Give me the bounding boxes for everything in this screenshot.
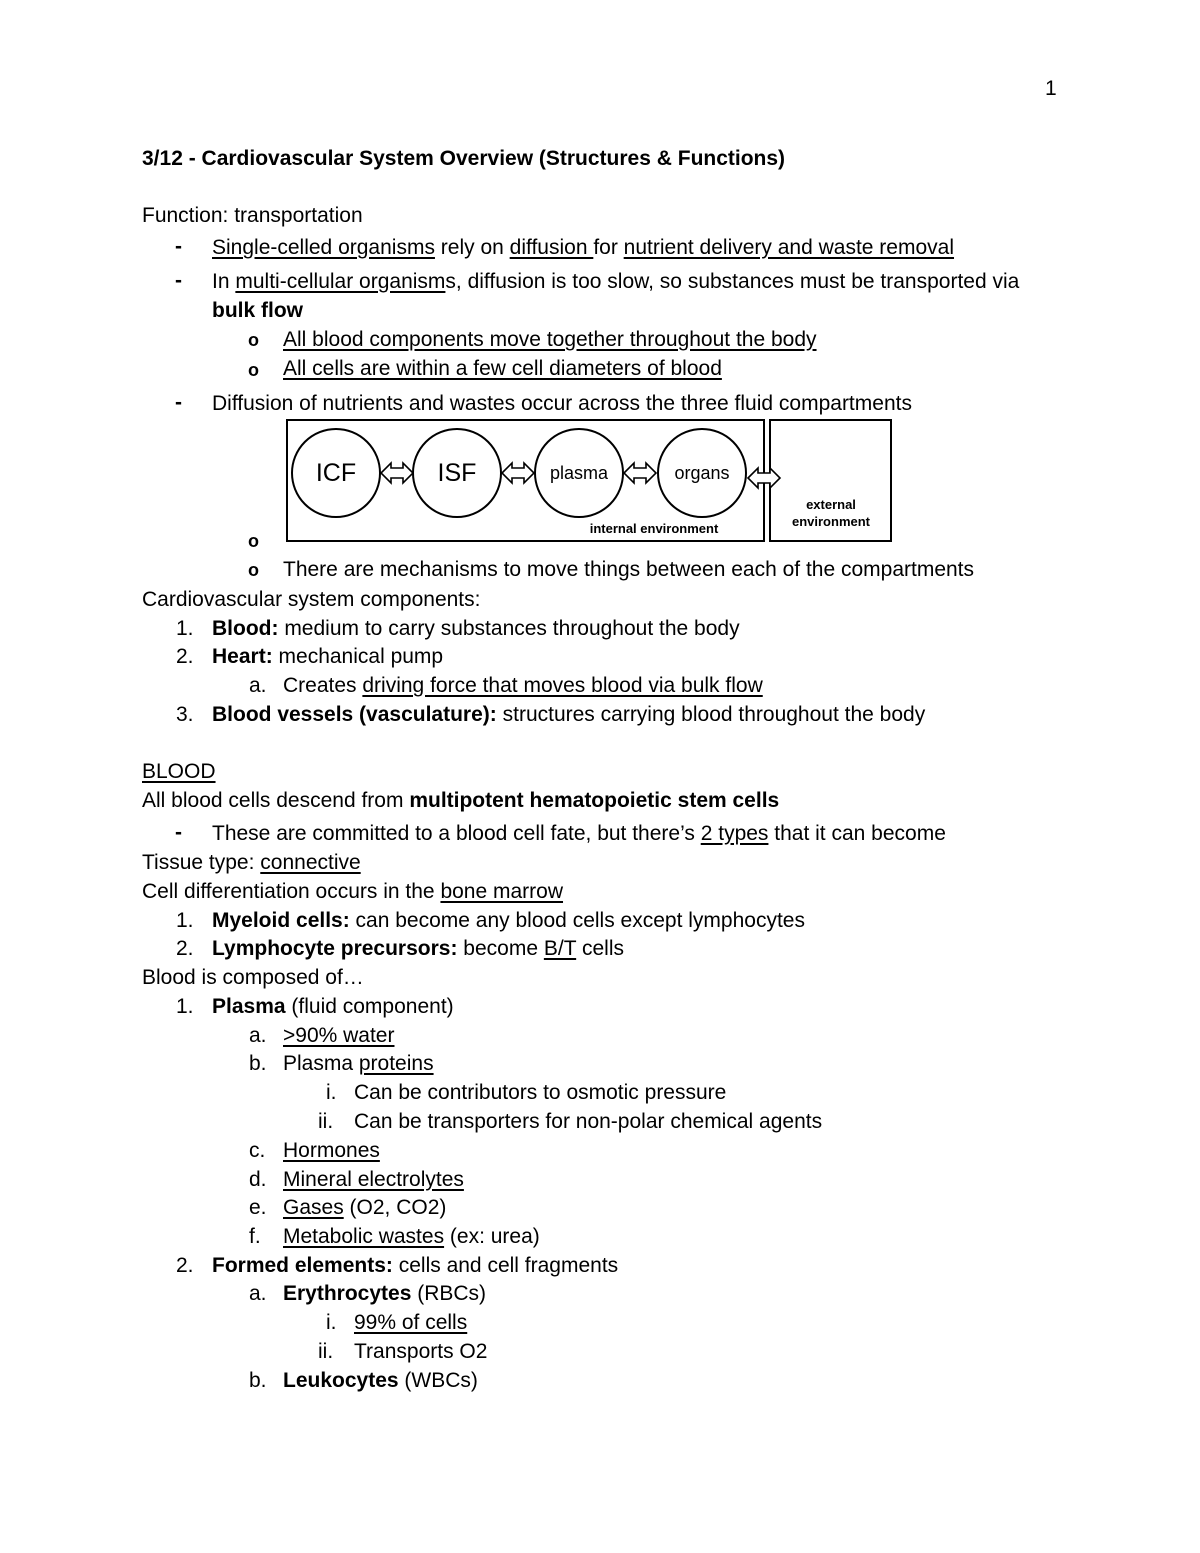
diffusion-line: Diffusion of nutrients and wastes occur across the three fluid compartments <box>212 392 912 415</box>
committed-line: These are committed to a blood cell fate, but there’s 2 types that it can become <box>212 822 946 845</box>
blood-heading: BLOOD <box>142 760 216 783</box>
component-blood: Blood: medium to carry substances throughout the body <box>212 617 740 640</box>
icf-label: ICF <box>315 459 357 487</box>
composed-line: Blood is composed of… <box>142 966 364 989</box>
plasma-line: Plasma (fluid component) <box>212 995 454 1018</box>
leukocytes-line: Leukocytes (WBCs) <box>283 1369 478 1392</box>
wastes-line: Metabolic wastes (ex: urea) <box>283 1225 540 1248</box>
plasma-proteins-line: Plasma proteins <box>283 1052 434 1075</box>
list-number: 1. <box>176 909 194 932</box>
list-letter: b. <box>249 1369 267 1392</box>
circle-bullet: o <box>248 360 259 380</box>
list-number: 2. <box>176 1254 194 1277</box>
erythrocytes-line: Erythrocytes (RBCs) <box>283 1282 487 1305</box>
list-letter: f. <box>249 1225 261 1248</box>
component-vessels: Blood vessels (vasculature): structures carrying blood throughout the body <box>212 703 926 726</box>
dash-bullet: - <box>175 269 182 292</box>
dash-bullet: - <box>175 391 182 414</box>
double-arrow-icon <box>381 463 413 483</box>
double-arrow-icon <box>502 463 534 483</box>
rbc-o2-line: Transports O2 <box>354 1340 488 1363</box>
dash-bullet: - <box>175 235 182 258</box>
multi-cellular-line: In multi-cellular organisms, diffusion is too slow, so substances must be transported via <box>212 270 1020 293</box>
list-letter: c. <box>249 1139 266 1162</box>
list-number: 1. <box>176 617 194 640</box>
myeloid-line: Myeloid cells: can become any blood cells except lymphocytes <box>212 909 805 932</box>
component-heart: Heart: mechanical pump <box>212 645 444 668</box>
osmotic-line: Can be contributors to osmotic pressure <box>354 1081 727 1104</box>
differentiation-line: Cell differentiation occurs in the bone marrow <box>142 880 564 903</box>
lymphocyte-line: Lymphocyte precursors: become B/T cells <box>212 937 625 960</box>
rbc-percent-line: 99% of cells <box>354 1311 468 1334</box>
organs-label: organs <box>674 463 730 483</box>
formed-elements-line: Formed elements: cells and cell fragments <box>212 1254 619 1277</box>
stem-cells-line: All blood cells descend from multipotent hematopoietic stem cells <box>142 789 780 812</box>
bulk-flow-term: bulk flow <box>212 299 303 322</box>
minerals-line: Mineral electrolytes <box>283 1168 464 1191</box>
water-line: >90% water <box>283 1024 395 1047</box>
components-heading: Cardiovascular system components: <box>142 588 481 611</box>
list-letter: a. <box>249 674 267 697</box>
single-celled-line: Single-celled organisms rely on diffusion for nutrient delivery and waste removal <box>212 236 955 259</box>
page-title: 3/12 - Cardiovascular System Overview (Structures & Functions) <box>142 147 786 170</box>
tissue-type-line: Tissue type: connective <box>142 851 361 874</box>
page-number: 1 <box>1045 77 1057 100</box>
sub-bullet-blood-components: All blood components move together throughout the body <box>283 328 817 351</box>
list-number: 3. <box>176 703 194 726</box>
circle-bullet: o <box>248 531 259 551</box>
internal-environment-label: internal environment <box>589 521 719 536</box>
nonpolar-line: Can be transporters for non-polar chemical agents <box>354 1110 823 1133</box>
driving-force-line: Creates driving force that moves blood via bulk flow <box>283 674 763 697</box>
gases-line: Gases (O2, CO2) <box>283 1196 447 1219</box>
list-letter: a. <box>249 1024 267 1047</box>
fluid-compartments-diagram <box>286 418 894 544</box>
hormones-line: Hormones <box>283 1139 380 1162</box>
list-number: 2. <box>176 645 194 668</box>
list-letter: e. <box>249 1196 267 1219</box>
mechanisms-line: There are mechanisms to move things between each of the compartments <box>283 558 975 581</box>
sub-bullet-cell-diameters: All cells are within a few cell diameters of blood <box>283 357 722 380</box>
function-heading: Function: transportation <box>142 204 363 227</box>
circle-bullet: o <box>248 560 259 580</box>
list-roman: ii. <box>318 1110 334 1133</box>
isf-label: ISF <box>437 459 477 487</box>
list-roman: ii. <box>318 1340 334 1363</box>
list-roman: i. <box>326 1081 337 1104</box>
environment-label: environment <box>791 514 871 529</box>
list-roman: i. <box>326 1311 337 1334</box>
dash-bullet: - <box>175 821 182 844</box>
circle-bullet: o <box>248 330 259 350</box>
external-label: external <box>806 497 856 512</box>
double-arrow-icon <box>624 463 656 483</box>
list-letter: d. <box>249 1168 267 1191</box>
plasma-label: plasma <box>549 463 609 483</box>
list-letter: b. <box>249 1052 267 1075</box>
list-letter: a. <box>249 1282 267 1305</box>
list-number: 1. <box>176 995 194 1018</box>
list-number: 2. <box>176 937 194 960</box>
